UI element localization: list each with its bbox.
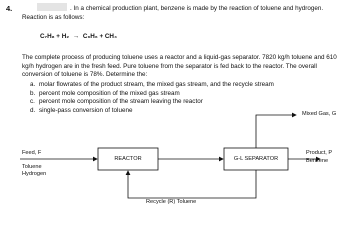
reaction-reactants: C₇H₈ + H₂ bbox=[40, 33, 70, 40]
feed-component-hydrogen: Hydrogen bbox=[22, 171, 47, 177]
intro-text: . In a chemical production plant, benzene is made by the reaction of toluene and hydrogen. Reaction is as follows: bbox=[22, 5, 324, 21]
product-label: Product, P bbox=[306, 150, 333, 156]
mixed-gas-stream-arrow bbox=[256, 115, 296, 148]
task-item: d. single-pass conversion of toluene bbox=[30, 106, 133, 114]
feed-component-toluene: Toluene bbox=[22, 164, 42, 170]
reaction-products: C₆H₆ + CH₄ bbox=[82, 33, 117, 40]
task-item: c. percent mole composition of the stream leaving the reactor bbox=[30, 98, 203, 106]
recycle-label: Recycle (R) Toluene bbox=[146, 199, 197, 205]
separator-label: G-L SEPARATOR bbox=[233, 156, 279, 162]
problem-description: The complete process of producing toluene uses a reactor and a liquid-gas separator. 7820 kg/h toluene and 610 kg/h hydrogen are in the fresh feed. Pure toluene from the separator is fed back to the reactor. The overall conversion of toluene is 78%. Determine the: bbox=[22, 54, 337, 79]
question-number: 4. bbox=[6, 4, 13, 13]
task-item: b. percent mole composition of the mixed gas stream bbox=[30, 89, 180, 97]
task-item: a. molar flowrates of the product stream, the mixed gas stream, and the recycle stream bbox=[30, 81, 274, 88]
reaction-arrow: → bbox=[72, 33, 80, 40]
mixed-gas-label: Mixed Gas, G bbox=[302, 111, 337, 117]
reactor-label: REACTOR bbox=[114, 156, 142, 162]
recycle-stream-arrow bbox=[128, 170, 256, 198]
product-component: Benzene bbox=[306, 158, 329, 164]
feed-label: Feed, F bbox=[22, 150, 42, 156]
